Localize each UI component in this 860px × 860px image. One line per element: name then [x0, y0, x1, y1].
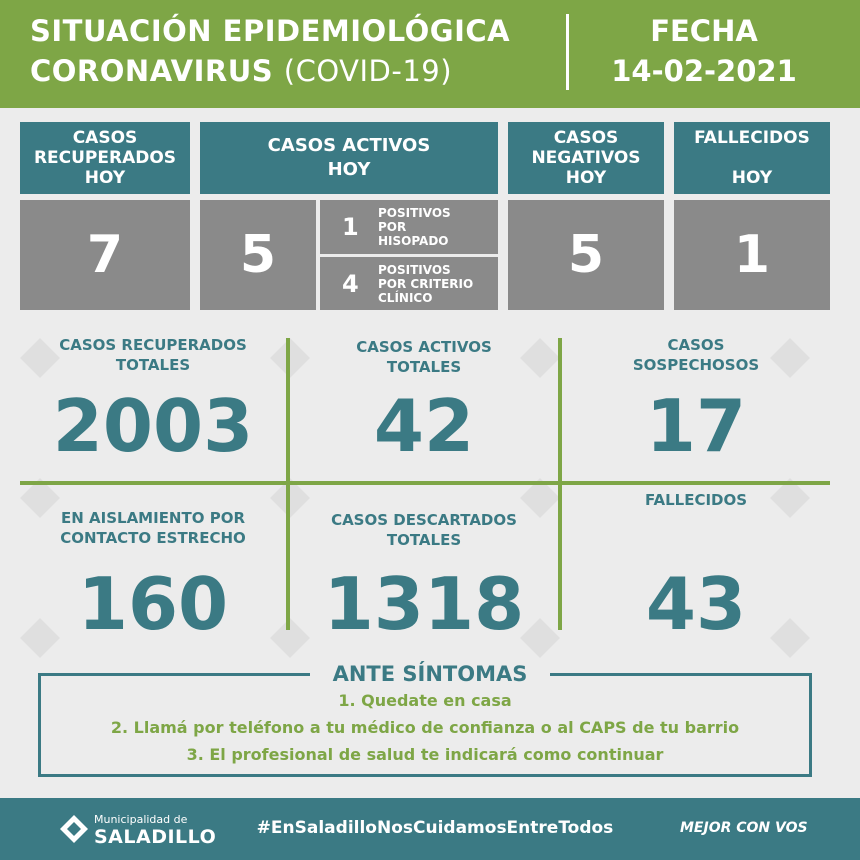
label-line: CASOS	[553, 128, 619, 148]
swab-count: 1	[342, 213, 359, 241]
header-banner	[0, 0, 860, 108]
grid-divider	[20, 481, 830, 485]
clinical-count: 4	[342, 269, 359, 298]
footer-bar	[0, 798, 860, 860]
title-coronavirus: CORONAVIRUS	[30, 54, 274, 88]
deaths-total-value: 43	[645, 562, 747, 646]
symptom-step: 3. El profesional de salud te indicará como continuar	[186, 745, 664, 764]
recovered-today-title	[20, 122, 190, 194]
suspected-label	[562, 335, 830, 375]
suspected-value: 17	[645, 384, 747, 468]
active-today-title	[200, 122, 498, 194]
header-divider	[566, 14, 569, 90]
deaths-today-title	[674, 122, 830, 194]
label-line: NEGATIVOS	[531, 148, 641, 168]
logo-municipalidad: Municipalidad de	[94, 813, 188, 826]
recovered-total-value: 2003	[52, 384, 254, 468]
active-clinical-box	[320, 257, 498, 310]
label-line: HOY	[84, 168, 126, 188]
label-line: SOSPECHOSOS	[632, 356, 760, 374]
label-line: RECUPERADOS	[33, 148, 177, 168]
negative-today-title	[508, 122, 664, 194]
logo-saladillo: SALADILLO	[94, 826, 217, 848]
title-covid: (COVID-19)	[283, 54, 453, 88]
label-line: POR	[378, 220, 407, 234]
active-total-value: 42	[373, 384, 475, 468]
label-line: CASOS ACTIVOS	[356, 338, 492, 356]
title-line-1: SITUACIÓN EPIDEMIOLÓGICA	[30, 14, 511, 48]
label-line: CASOS	[667, 336, 725, 354]
recovered-total-label	[20, 335, 286, 375]
negative-today-value: 5	[508, 200, 664, 310]
swab-label	[378, 206, 451, 248]
discarded-value: 1318	[323, 562, 525, 646]
label-line: FALLECIDOS	[644, 491, 748, 509]
symptoms-title: ANTE SÍNTOMAS	[310, 660, 550, 688]
fecha-label: FECHA	[650, 14, 758, 48]
label-line: POSITIVOS	[378, 206, 451, 220]
title-line-2	[30, 54, 452, 88]
discarded-label	[290, 510, 558, 550]
symptom-step: 2. Llamá por teléfono a tu médico de confianza o al CAPS de tu barrio	[110, 718, 740, 737]
saladillo-logo-icon	[60, 815, 88, 843]
label-line: CASOS DESCARTADOS	[331, 511, 517, 529]
label-line: TOTALES	[386, 358, 462, 376]
label-line: CASOS	[72, 128, 138, 148]
label-line: HOY	[731, 168, 773, 188]
label-line: TOTALES	[115, 356, 191, 374]
label-line: HOY	[327, 159, 371, 180]
fecha-value: 14-02-2021	[611, 54, 797, 88]
active-swab-box	[320, 200, 498, 254]
active-today-value: 5	[200, 200, 316, 310]
active-total-label	[290, 337, 558, 377]
recovered-today-value: 7	[20, 200, 190, 310]
label-line: TOTALES	[386, 531, 462, 549]
label-line: HOY	[565, 168, 607, 188]
label-line: CASOS RECUPERADOS	[59, 336, 247, 354]
slogan: MEJOR CON VOS	[680, 820, 808, 836]
label-line: EN AISLAMIENTO POR	[61, 509, 245, 527]
clinical-label	[378, 263, 473, 305]
hashtag: #EnSaladilloNosCuidamosEntreTodos	[256, 818, 614, 838]
label-line: CASOS ACTIVOS	[267, 135, 431, 156]
symptom-step: 1. Quedate en casa	[338, 691, 512, 710]
label-line: HISOPADO	[378, 234, 449, 248]
label-line: POR CRITERIO	[378, 276, 474, 291]
label-line: CONTACTO ESTRECHO	[60, 529, 246, 547]
isolation-value: 160	[77, 562, 229, 646]
label-line: FALLECIDOS	[694, 128, 810, 148]
label-line: CLÍNICO	[378, 290, 433, 305]
label-line: POSITIVOS	[378, 262, 451, 277]
deaths-today-value: 1	[674, 200, 830, 310]
deaths-total-label	[562, 490, 830, 510]
isolation-label	[20, 508, 286, 548]
